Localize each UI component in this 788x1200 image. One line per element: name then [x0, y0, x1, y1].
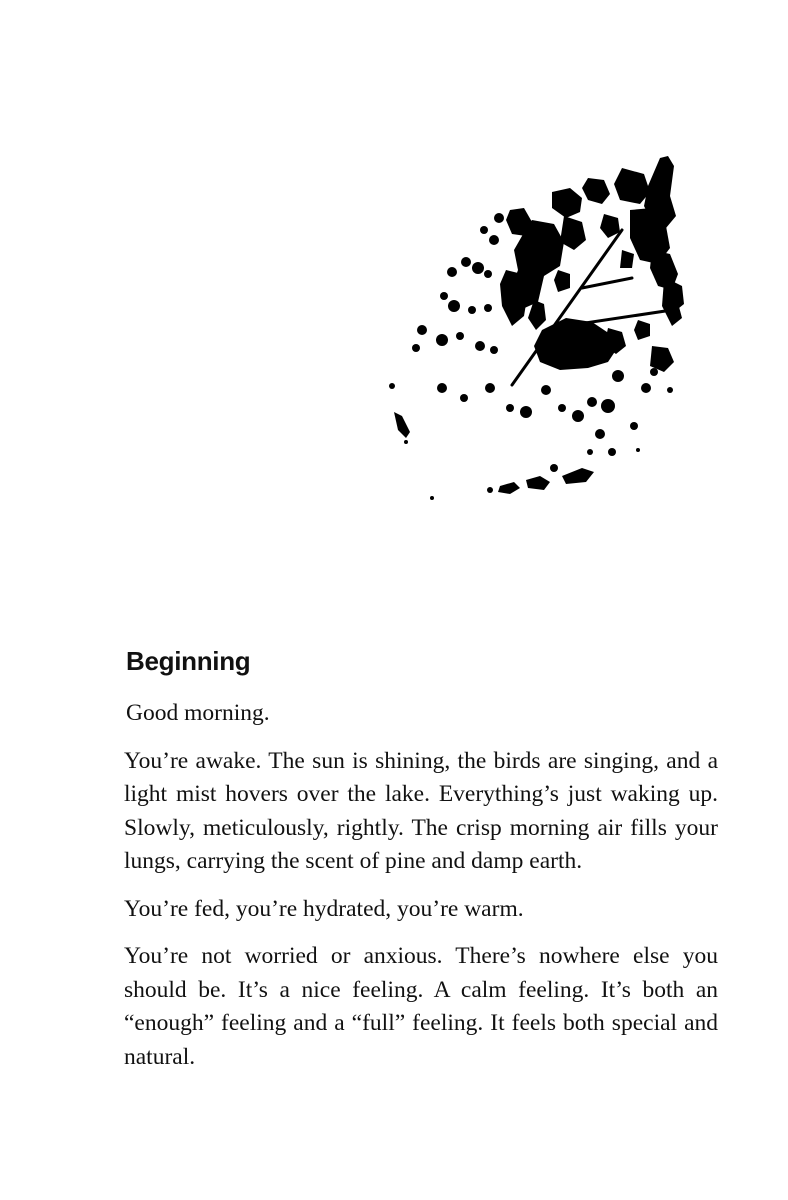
paragraph-awake: You’re awake. The sun is shining, the birds are singing, and a light mist hovers over the lake. Everything’s just waking up. Slowly, meticulously, rightly. The crisp morning air fills your lungs, carrying the scent of pine and damp earth.: [124, 747, 718, 874]
paragraph-fed: You’re fed, you’re hydrated, you’re warm.: [124, 895, 524, 922]
leaf-print-illustration: [382, 150, 702, 525]
paragraph-greeting: Good morning.: [126, 700, 270, 726]
section-heading: Beginning: [126, 646, 251, 676]
page-body: [124, 646, 718, 1088]
paragraph-calm: You’re not worried or anxious. There’s nowhere else you should be. It’s a nice feeling. A calm feeling. It’s both an “enough” feeling and a “full” feeling. It feels both special and natural.: [124, 943, 718, 1070]
